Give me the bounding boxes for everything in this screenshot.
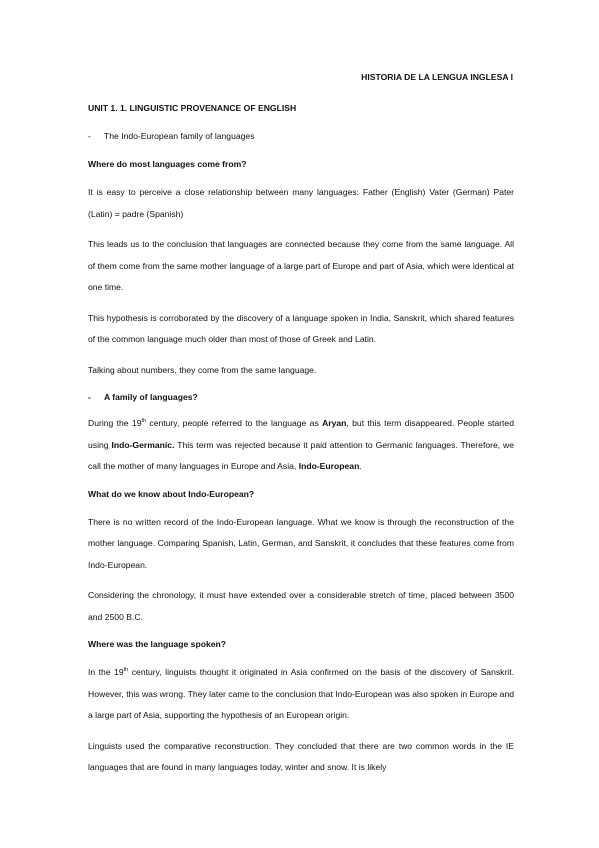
paragraph-numbers: Talking about numbers, they come from the same language. xyxy=(88,364,317,375)
section-heading-indo-european-family xyxy=(88,129,514,143)
section-dash: - xyxy=(88,131,91,141)
paragraph-conclusion: This leads us to the conclusion that languages are connected because they come from the same language. All of them come from the same mother language of a large part of Europe and part of Asia, which were identical at one time. xyxy=(88,239,514,292)
question-heading-knowledge: What do we know about Indo-European? xyxy=(88,488,255,499)
paragraph-chronology: Considering the chronology, it must have extended over a considerable stretch of time, placed between 3500 and 2500 B.C. xyxy=(88,590,514,622)
paragraph-aryan: During the 19th century, people referred to the language as Aryan, but this term disappeared. People started using Indo-Germanic. This term was rejected because it paid attention to Germanic languages. Therefore, we call the mother of many languages in Europe and Asia, Indo-European. xyxy=(88,418,515,471)
document-body xyxy=(88,101,514,779)
paragraph-written-record: There is no written record of the Indo-European language. What we know is through the reconstruction of the mother language. Comparing Spanish, Latin, German, and Sanskrit, it concludes that these features come from Indo-European. xyxy=(88,516,514,570)
section-dash: - xyxy=(88,392,91,402)
section-title: The Indo-European family of languages xyxy=(104,131,255,141)
section-title: A family of languages? xyxy=(104,392,198,402)
question-heading-origin: Where do most languages come from? xyxy=(88,159,247,169)
section-heading-family xyxy=(88,390,514,404)
paragraph-relationship: It is easy to perceive a close relationship between many languages: Father (English) Vater (German) Pater (Latin) = padre (Spanish) xyxy=(88,187,514,219)
paragraph-sanskrit: This hypothesis is corroborated by the discovery of a language spoken in India, Sanskrit, which shared features of the common language much older than most of those of Greek and Latin. xyxy=(88,312,514,344)
unit-title: UNIT 1. 1. LINGUISTIC PROVENANCE OF ENGLISH xyxy=(88,103,297,113)
paragraph-comparative-reconstruction: Linguists used the comparative reconstruction. They concluded that there are two common words in the IE languages that are found in many languages today, winter and snow. It is likely xyxy=(88,740,514,772)
question-heading-location: Where was the language spoken? xyxy=(88,639,227,649)
paragraph-origin-asia: In the 19th century, linguists thought it originated in Asia confirmed on the basis of the discovery of Sanskrit. However, this was wrong. They later came to the conclusion that Indo-European was also spoken in Europe and a large part of Asia, supporting the hypothesis of an European origin. xyxy=(88,667,514,720)
document-header: HISTORIA DE LA LENGUA INGLESA I xyxy=(361,72,513,82)
